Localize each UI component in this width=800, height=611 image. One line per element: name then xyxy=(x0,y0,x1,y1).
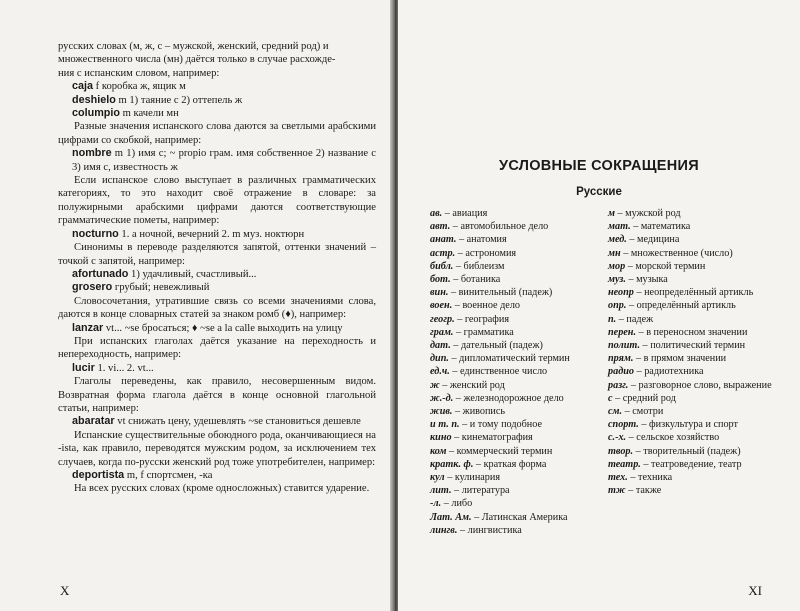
abbreviation: с xyxy=(608,392,613,404)
headword: afortunado xyxy=(72,267,129,280)
example-entry xyxy=(72,362,376,375)
abbreviation: анат. xyxy=(430,234,457,246)
right-page xyxy=(398,0,800,611)
abbreviation-row xyxy=(608,326,778,339)
example-entry xyxy=(72,469,376,482)
abbreviation-row xyxy=(608,445,778,458)
abbreviation: бот. xyxy=(430,274,451,286)
abbreviation: дат. xyxy=(430,340,451,352)
entry-text: f коробка ж, ящик м xyxy=(93,81,186,93)
abbreviation-meaning: – железнодорожное дело xyxy=(453,392,564,404)
abbreviation: ж.-д. xyxy=(430,392,454,404)
example-block xyxy=(58,469,376,482)
abbreviation: п. xyxy=(608,313,617,325)
abbreviation-row xyxy=(608,260,778,273)
abbreviation-row xyxy=(430,484,598,497)
abbreviation-row xyxy=(608,471,778,484)
abbreviation-meaning: – военное дело xyxy=(452,300,520,312)
abbreviation-meaning: – морской термин xyxy=(625,260,706,272)
abbreviation-meaning: – лингвистика xyxy=(457,524,522,536)
abbreviation: авт. xyxy=(430,221,451,233)
headword: deshielo xyxy=(72,93,116,106)
abbreviation-meaning: – кулинария xyxy=(444,472,501,484)
abbreviation-row xyxy=(608,365,778,378)
abbreviation-meaning: – неопределённый артикль xyxy=(633,287,754,299)
abbreviation-row xyxy=(430,247,598,260)
abbreviation: астр. xyxy=(430,247,456,259)
abbreviation: неопр xyxy=(608,287,634,299)
abbreviation-meaning: – дательный (падеж) xyxy=(450,340,543,352)
example-block xyxy=(58,322,376,335)
abbreviation-row xyxy=(430,405,598,418)
abbreviation-meaning: – сельское хозяйство xyxy=(626,432,720,444)
abbreviation-row xyxy=(430,273,598,286)
example-entry xyxy=(72,107,376,120)
abbreviation: ед.ч. xyxy=(430,366,450,378)
page-number-right: XI xyxy=(748,583,762,598)
headword: caja xyxy=(72,80,94,93)
abbreviation-column-2 xyxy=(608,207,778,497)
abbreviation: спорт. xyxy=(608,419,639,431)
abbreviation-meaning: – живопись xyxy=(452,406,506,418)
abbreviation: ж xyxy=(430,379,440,391)
abbreviation-meaning: – кинематография xyxy=(451,432,533,444)
abbreviation: перен. xyxy=(608,326,637,338)
abbreviation: мат. xyxy=(608,221,631,233)
abbreviation-row xyxy=(608,299,778,312)
abbreviation-meaning: – Латинская Америка xyxy=(471,511,568,523)
paragraph: Если испанское слово выступает в различных грамматических категориях, то это находит своё отражение в словаре: за полужирными арабскими цифрами даются соответствующие грамматические пометы, например: xyxy=(58,175,376,227)
headword: nocturno xyxy=(72,227,119,240)
entry-text: грубый; невежливый xyxy=(112,282,210,294)
abbreviation-meaning: – в переносном значении xyxy=(636,326,748,338)
abbreviation-row xyxy=(608,247,778,260)
abbreviation-row xyxy=(430,352,598,365)
abbreviation-meaning: – радиотехника xyxy=(634,366,704,378)
abbreviation-meaning: – женский род xyxy=(439,379,505,391)
abbreviation-meaning: – авиация xyxy=(442,208,488,219)
abbreviation-row xyxy=(608,220,778,233)
abbreviation-meaning: – либо xyxy=(441,498,473,510)
paragraph: Словосочетания, утратившие связь со всеми значениями слова, даются в конце словарных статей за знаком ромб (♦), например: xyxy=(58,295,376,321)
abbreviation: ав. xyxy=(430,208,443,219)
abbreviation: вин. xyxy=(430,287,449,299)
abbreviation-meaning: – единственное число xyxy=(449,366,548,378)
abbreviation: ком xyxy=(430,445,447,457)
abbreviation: м xyxy=(608,208,615,219)
abbreviation-row xyxy=(430,220,598,233)
entry-text: m качели мн xyxy=(120,108,179,120)
headword: deportista xyxy=(72,469,125,481)
abbreviation-meaning: – политический термин xyxy=(640,340,746,352)
paragraph: Разные значения испанского слова даются за светлыми арабскими цифрами со скобкой, например: xyxy=(58,121,376,146)
abbreviation: кратк. ф. xyxy=(430,458,474,470)
abbreviation-row xyxy=(430,313,598,326)
abbreviation: грам. xyxy=(430,326,454,338)
abbreviation-meaning: – физкультура и спорт xyxy=(638,419,738,431)
intro-line: русских словах (м, ж, с – мужской, женский, средний род) и xyxy=(58,41,329,52)
abbreviation-meaning: – разговорное слово, выражение xyxy=(628,379,772,391)
abbreviation: мед. xyxy=(608,234,627,246)
headword: lanzar xyxy=(72,321,104,334)
left-page-text xyxy=(58,40,376,496)
abbreviation-meaning: – определённый артикль xyxy=(626,300,736,312)
abbreviation-meaning: – в прямом значении xyxy=(633,353,727,365)
abbreviation: геогр. xyxy=(430,313,455,325)
abbreviation-meaning: – средний род xyxy=(612,392,676,404)
abbreviation-meaning: – автомобильное дело xyxy=(450,221,549,233)
abbreviation: тж xyxy=(608,485,626,497)
abbreviation: -л. xyxy=(430,498,442,510)
abbreviation-meaning: – ботаника xyxy=(450,274,501,286)
example-entry xyxy=(72,147,376,174)
abbreviation-row xyxy=(608,352,778,365)
abbreviation-meaning: – библеизм xyxy=(453,260,505,272)
abbreviation-row xyxy=(430,326,598,339)
abbreviation-meaning: – винительный (падеж) xyxy=(448,287,553,299)
entry-text: 1. vi... 2. vt... xyxy=(94,362,154,374)
abbreviation-meaning: – падеж xyxy=(616,313,654,325)
abbreviation-meaning: – краткая форма xyxy=(473,458,547,470)
abbreviation-row xyxy=(608,207,778,220)
headword: columpio xyxy=(72,107,120,120)
abbreviation-row xyxy=(430,458,598,471)
abbreviation-meaning: – грамматика xyxy=(453,326,514,338)
abbreviation-meaning: – математика xyxy=(630,221,691,233)
abbreviation-meaning: – литература xyxy=(451,485,510,497)
example-entry xyxy=(72,94,376,107)
abbreviation-row xyxy=(608,418,778,431)
abbreviation-row xyxy=(430,431,598,444)
abbreviation-meaning: – театроведение, театр xyxy=(640,458,742,470)
abbreviation: лит. xyxy=(430,485,452,497)
abbreviation: воен. xyxy=(430,300,453,312)
abbreviation-column-1 xyxy=(430,207,598,537)
example-block xyxy=(58,362,376,375)
example-block xyxy=(58,268,376,295)
abbreviation-meaning: – астрономия xyxy=(455,247,517,259)
abbreviation-meaning: – техника xyxy=(627,472,673,484)
abbreviation: театр. xyxy=(608,458,641,470)
entry-text: m 1) таяние с 2) оттепель ж xyxy=(115,94,243,106)
abbreviation-row xyxy=(608,458,778,471)
abbreviation: тех. xyxy=(608,472,628,484)
example-entry xyxy=(72,228,376,241)
entry-text: 1) удачливый, счастливый... xyxy=(128,268,257,280)
abbreviation-row xyxy=(608,313,778,326)
abbreviation: радио xyxy=(608,366,635,378)
abbreviation: дип. xyxy=(430,353,449,365)
abbreviation-row xyxy=(608,392,778,405)
abbreviation: твор. xyxy=(608,445,634,457)
example-entry xyxy=(72,268,376,281)
headword: abaratar xyxy=(72,415,115,428)
abbreviation-meaning: – анатомия xyxy=(456,234,507,246)
abbreviation-meaning: – география xyxy=(454,313,510,325)
abbreviation: опр. xyxy=(608,300,627,312)
abbreviation-meaning: – также xyxy=(625,485,662,497)
abbreviation-row xyxy=(608,431,778,444)
example-entry xyxy=(72,281,376,294)
abbreviation-row xyxy=(430,207,598,220)
abbreviation: библ. xyxy=(430,260,454,272)
section-subtitle: Русские xyxy=(576,186,622,198)
abbreviation: см. xyxy=(608,406,623,418)
abbreviation-row xyxy=(430,471,598,484)
abbreviation-meaning: – медицина xyxy=(626,234,680,246)
abbreviation-meaning: – смотри xyxy=(622,406,664,418)
paragraph: Испанские существительные обоюдного рода, оканчивающиеся на -ista, как правило, переводятся мужским родом, за исключением тех случаев, когда по-русски женский род тоже употребителен, например: xyxy=(58,429,376,468)
example-block xyxy=(58,80,376,120)
abbreviation: жив. xyxy=(430,406,453,418)
paragraph: Синонимы в переводе разделяются запятой, оттенки значений – точкой с запятой, например: xyxy=(58,242,376,267)
abbreviation-row xyxy=(430,299,598,312)
abbreviation-row xyxy=(430,339,598,352)
example-block xyxy=(58,147,376,174)
abbreviation-row xyxy=(608,233,778,246)
intro-line: множественного числа (мн) даётся только в случае расхожде- xyxy=(58,54,336,66)
abbreviation-meaning: – дипломатический термин xyxy=(448,353,570,365)
entry-text: m 1) имя с; ~ propio грам. имя собственное 2) название с 3) имя с, известность ж xyxy=(72,148,376,173)
headword: nombre xyxy=(72,147,112,160)
abbreviation-meaning: – музыка xyxy=(625,274,668,286)
abbreviation: Лат. Ам. xyxy=(430,511,472,523)
abbreviation-row xyxy=(608,339,778,352)
abbreviation-row xyxy=(430,392,598,405)
example-block xyxy=(58,228,376,241)
headword: grosero xyxy=(72,281,113,294)
paragraph: На всех русских словах (кроме односложных) ставится ударение. xyxy=(74,483,370,495)
abbreviation: разг. xyxy=(608,379,629,391)
entry-text: m, f спортсмен, -ка xyxy=(124,470,213,481)
headword: lucir xyxy=(72,361,95,374)
abbreviation-row xyxy=(430,511,598,524)
abbreviation: с.-х. xyxy=(608,432,627,444)
abbreviation-meaning: – мужской род xyxy=(614,208,681,219)
example-entry xyxy=(72,415,376,428)
entry-text: vt снижать цену, удешевлять ~se становиться дешевле xyxy=(114,416,361,428)
example-entry xyxy=(72,80,376,93)
abbreviation-row xyxy=(608,405,778,418)
abbreviation-row xyxy=(430,365,598,378)
paragraph: При испанских глаголах даётся указание на переходность и непереходность, например: xyxy=(58,335,376,361)
abbreviation-meaning: – множественное (число) xyxy=(620,247,733,259)
abbreviation: мн xyxy=(608,247,621,259)
entry-text: 1. a ночной, вечерний 2. m муз. ноктюрн xyxy=(118,228,305,240)
entry-text: vt... ~se бросаться; ♦ ~se a la calle выходить на улицу xyxy=(103,322,343,334)
intro-line: ния с испанским словом, например: xyxy=(58,67,220,79)
paragraph: Глаголы переведены, как правило, несовершенным видом. Возвратная форма глагола даётся в конце основной глагольной статьи, например: xyxy=(58,376,376,414)
abbreviation: полит. xyxy=(608,340,640,352)
page-number-left: X xyxy=(60,583,70,598)
abbreviation-row xyxy=(430,233,598,246)
abbreviation-row xyxy=(608,379,778,392)
abbreviation: и т. п. xyxy=(430,419,460,431)
abbreviation-row xyxy=(430,379,598,392)
abbreviation-meaning: – коммерческий термин xyxy=(446,445,553,457)
abbreviation-row xyxy=(430,445,598,458)
abbreviation: мор xyxy=(608,260,626,272)
abbreviation-row xyxy=(430,524,598,537)
example-block xyxy=(58,415,376,428)
example-entry xyxy=(72,322,376,335)
abbreviation-row xyxy=(608,286,778,299)
abbreviation-row xyxy=(608,484,778,497)
abbreviation-row xyxy=(430,497,598,510)
abbreviation: лингв. xyxy=(430,524,458,536)
abbreviation-row xyxy=(430,286,598,299)
left-page xyxy=(0,0,392,611)
abbreviation-meaning: – и тому подобное xyxy=(459,419,542,431)
abbreviation: кино xyxy=(430,432,452,444)
abbreviation-row xyxy=(430,418,598,431)
abbreviation: кул xyxy=(430,472,445,484)
abbreviation: муз. xyxy=(608,274,626,286)
abbreviation-row xyxy=(430,260,598,273)
abbreviation: прям. xyxy=(608,353,634,365)
section-title: УСЛОВНЫЕ СОКРАЩЕНИЯ xyxy=(499,158,699,174)
abbreviation-meaning: – творительный (падеж) xyxy=(633,445,741,457)
abbreviation-row xyxy=(608,273,778,286)
